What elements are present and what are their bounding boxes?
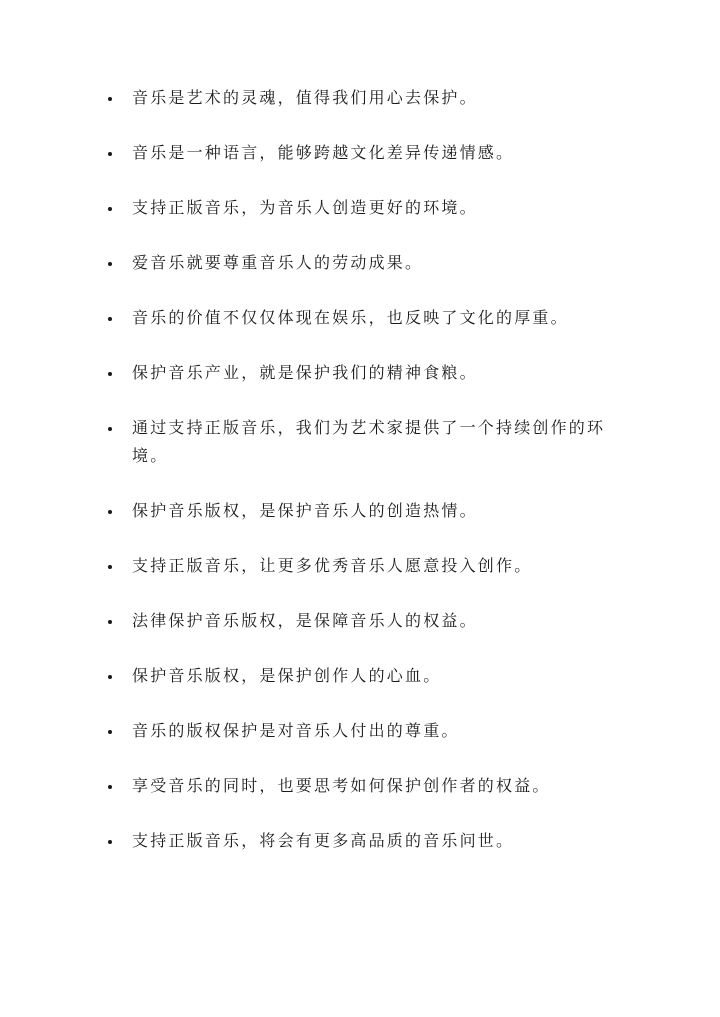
list-item: [108, 84, 628, 112]
list-item: [108, 194, 628, 222]
list-item-text: 法律保护音乐版权，是保障音乐人的权益。: [132, 611, 478, 630]
list-item-text: 音乐是艺术的灵魂，值得我们用心去保护。: [132, 88, 478, 107]
list-item-text: 支持正版音乐，为音乐人创造更好的环境。: [132, 198, 478, 217]
list-item-text: 爱音乐就要尊重音乐人的劳动成果。: [132, 253, 424, 272]
list-item-text: 保护音乐版权，是保护创作人的心血。: [132, 666, 442, 685]
list-item: [108, 414, 628, 470]
list-item: [108, 607, 628, 635]
list-item: [108, 772, 628, 800]
list-item-text: 音乐的版权保护是对音乐人付出的尊重。: [132, 721, 460, 740]
bullet-icon: [108, 97, 112, 101]
bullet-icon: [108, 427, 112, 431]
list-item-text: 音乐是一种语言，能够跨越文化差异传递情感。: [132, 143, 515, 162]
bullet-icon: [108, 372, 112, 376]
bullet-icon: [108, 262, 112, 266]
list-item: [108, 497, 628, 525]
list-item: [108, 662, 628, 690]
list-item-text: 支持正版音乐，让更多优秀音乐人愿意投入创作。: [132, 556, 533, 575]
bullet-list: [108, 84, 628, 882]
list-item-text: 保护音乐产业，就是保护我们的精神食粮。: [132, 363, 478, 382]
list-item: [108, 359, 628, 387]
list-item: [108, 304, 628, 332]
list-item: [108, 249, 628, 277]
bullet-icon: [108, 207, 112, 211]
list-item-text: 支持正版音乐，将会有更多高品质的音乐问世。: [132, 831, 515, 850]
bullet-icon: [108, 730, 112, 734]
list-item: [108, 717, 628, 745]
bullet-icon: [108, 620, 112, 624]
bullet-icon: [108, 317, 112, 321]
list-item-text: 音乐的价值不仅仅体现在娱乐，也反映了文化的厚重。: [132, 308, 569, 327]
list-item: [108, 827, 628, 855]
list-item: [108, 139, 628, 167]
list-item-text: 享受音乐的同时，也要思考如何保护创作者的权益。: [132, 776, 551, 795]
bullet-icon: [108, 152, 112, 156]
bullet-icon: [108, 675, 112, 679]
list-item-text: 通过支持正版音乐，我们为艺术家提供了一个持续创作的环境。: [132, 418, 606, 465]
bullet-icon: [108, 785, 112, 789]
list-item-text: 保护音乐版权，是保护音乐人的创造热情。: [132, 501, 478, 520]
list-item: [108, 552, 628, 580]
bullet-icon: [108, 565, 112, 569]
bullet-icon: [108, 510, 112, 514]
bullet-icon: [108, 840, 112, 844]
